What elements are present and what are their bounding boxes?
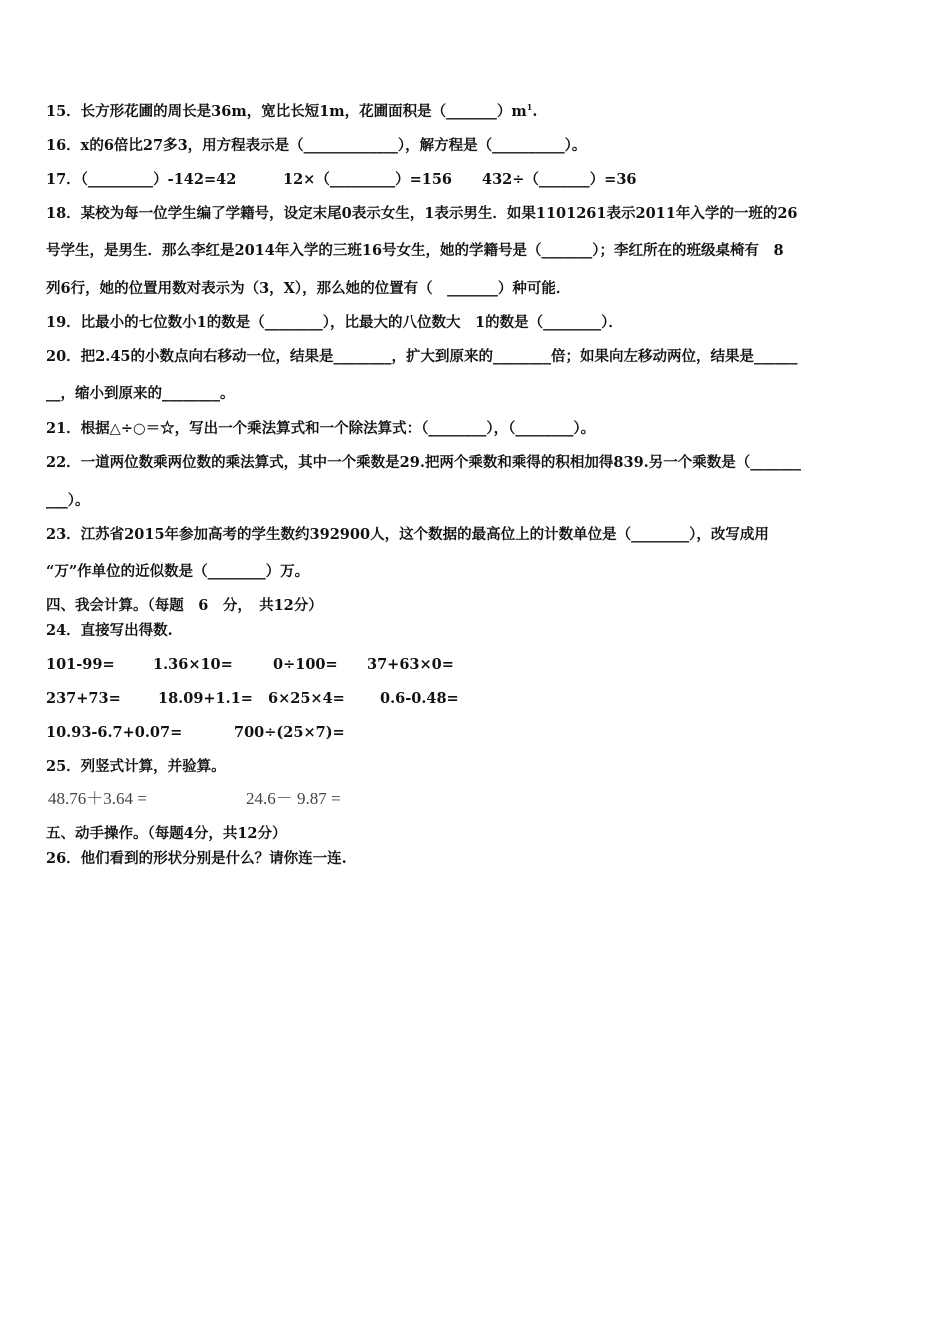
- calc-row-3-item-2: 700÷(25×7)=: [234, 724, 345, 741]
- question-23-line-2: “万”作单位的近似数是（________）万。: [46, 563, 310, 580]
- question-15-exponent: 1: [526, 102, 533, 112]
- question-19: 19．比最小的七位数小1的数是（________），比最大的八位数大 1的数是（________）．: [46, 314, 623, 331]
- question-18-line-2: 号学生，是男生．那么李红是2014年入学的三班16号女生，她的学籍号是（_______）；李红所在的班级桌椅有 8: [46, 242, 784, 259]
- calc-row-1-item-2: 1.36×10=: [153, 656, 233, 673]
- question-24-title: 24．直接写出得数.: [46, 622, 173, 639]
- question-15-tail: .: [532, 103, 538, 120]
- section-4-title: 四、我会计算。（每题 6 分， 共12分）: [46, 597, 323, 614]
- question-17-part-a: 17．（_________）-142=42: [46, 171, 237, 188]
- question-21: 21．根据△÷○＝☆，写出一个乘法算式和一个除法算式：（________），（________）。: [46, 420, 596, 437]
- calc-row-2-item-2: 18.09+1.1=: [158, 690, 253, 707]
- question-22-line-1: 22．一道两位数乘两位数的乘法算式，其中一个乘数是29.把两个乘数和乘得的积相加得839.另一个乘数是（_______: [46, 454, 801, 471]
- question-25-title: 25．列竖式计算，并验算。: [46, 758, 226, 775]
- question-18-line-3: 列6行，她的位置用数对表示为（3，X），那么她的位置有（ _______）种可能．: [46, 280, 571, 297]
- question-16: 16．x的6倍比27多3，用方程表示是（_____________），解方程是（__________）。: [46, 137, 587, 154]
- question-17-part-c: 432÷（_______）=36: [482, 171, 637, 188]
- calc-row-3-item-1: 10.93-6.7+0.07=: [46, 724, 183, 741]
- question-20-line-2: __，缩小到原来的________。: [46, 385, 235, 402]
- calc-row-2-item-1: 237+73=: [46, 690, 121, 707]
- question-17: [46, 171, 236, 189]
- question-26: 26．他们看到的形状分别是什么？请你连一连.: [46, 850, 347, 867]
- question-22-line-2: ___）。: [46, 492, 90, 509]
- question-20-line-1: 20．把2.45的小数点向右移动一位，结果是________，扩大到原来的________倍；如果向左移动两位，结果是______: [46, 348, 798, 365]
- question-25-expression-2: 24.6－ 9.87 =: [246, 789, 341, 808]
- section-5-title: 五、动手操作。（每题4分，共12分）: [46, 825, 287, 842]
- question-23-line-1: 23．江苏省2015年参加高考的学生数约392900人，这个数据的最高位上的计数单位是（________），改写成用: [46, 526, 769, 543]
- question-15-text: 15．长方形花圃的周长是36m，宽比长短1m，花圃面积是（_______）m: [46, 103, 527, 120]
- question-25-expression-1: 48.76＋3.64 =: [48, 789, 147, 808]
- question-18-line-1: 18．某校为每一位学生编了学籍号，设定末尾0表示女生，1表示男生．如果1101261表示2011年入学的一班的26: [46, 205, 798, 222]
- calc-row-1-item-1: 101-99=: [46, 656, 115, 673]
- question-15: [46, 103, 537, 121]
- calc-row-1-item-3: 0÷100=: [273, 656, 338, 673]
- calc-row-1-item-4: 37+63×0=: [367, 656, 454, 673]
- calc-row-2-item-3: 6×25×4=: [268, 690, 345, 707]
- question-17-part-b: 12×（_________）=156: [283, 171, 452, 188]
- calc-row-2-item-4: 0.6-0.48=: [380, 690, 459, 707]
